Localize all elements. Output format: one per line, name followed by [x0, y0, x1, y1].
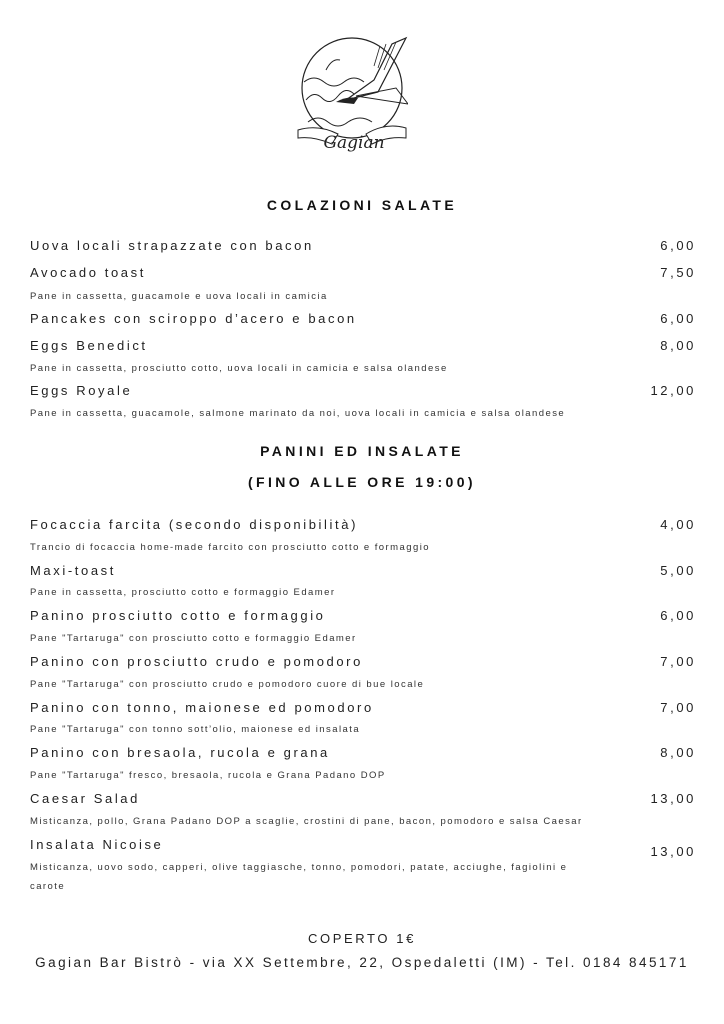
menu-item-description: Pane "Tartaruga" con prosciutto crudo e pomodoro cuore di bue locale — [30, 679, 425, 690]
footer-address: Gagian Bar Bistrò - via XX Settembre, 22, Ospedaletti (IM) - Tel. 0184 845171 — [35, 955, 689, 970]
menu-item-name: Eggs Royale — [30, 383, 133, 398]
menu-item-name: Uova locali strapazzate con bacon — [30, 238, 314, 253]
menu-item-name: Panino prosciutto cotto e formaggio — [30, 608, 326, 623]
menu-item-description: Pane "Tartaruga" con prosciutto cotto e formaggio Edamer — [30, 633, 357, 644]
menu-item-description: Pane "Tartaruga" fresco, bresaola, rucola e Grana Padano DOP — [30, 770, 386, 781]
menu-item-description: Misticanza, pollo, Grana Padano DOP a scaglie, crostini di pane, bacon, pomodoro e salsa Caesar — [30, 816, 583, 827]
menu-item-name: Eggs Benedict — [30, 338, 148, 353]
menu-item-description: Misticanza, uovo sodo, capperi, olive taggiasche, tonno, pomodori, patate, acciughe, fagiolini e — [30, 862, 568, 873]
menu-item-price: 13,00 — [650, 791, 696, 806]
section-subtitle-hours: (FINO ALLE ORE 19:00) — [247, 474, 476, 490]
svg-text:Gagian: Gagian — [323, 133, 385, 153]
section-title-panini: PANINI ED INSALATE — [260, 443, 464, 459]
menu-item-price: 8,00 — [660, 338, 696, 353]
section-title-colazioni: COLAZIONI SALATE — [266, 197, 458, 213]
menu-item-name: Maxi-toast — [30, 563, 116, 578]
menu-item-description: Pane in cassetta, guacamole e uova locali in camicia — [30, 291, 328, 302]
menu-item-price: 6,00 — [660, 608, 696, 623]
menu-item-price: 13,00 — [650, 844, 696, 859]
menu-item-price: 12,00 — [650, 383, 696, 398]
menu-item-name: Avocado toast — [30, 265, 146, 280]
menu-item-description: Pane "Tartaruga" con tonno sott’olio, maionese ed insalata — [30, 724, 361, 735]
menu-item-description: Trancio di focaccia home-made farcito con prosciutto cotto e formaggio — [30, 542, 431, 553]
menu-item-price: 6,00 — [660, 311, 696, 326]
menu-item-name: Caesar Salad — [30, 791, 140, 806]
menu-item-price: 4,00 — [660, 517, 696, 532]
menu-item-price: 7,00 — [660, 700, 696, 715]
menu-item-description: Pane in cassetta, prosciutto cotto, uova locali in camicia e salsa olandese — [30, 363, 448, 374]
menu-item-name: Panino con bresaola, rucola e grana — [30, 745, 330, 760]
menu-item-price: 7,00 — [660, 654, 696, 669]
menu-item-price: 7,50 — [660, 265, 696, 280]
menu-item-price: 6,00 — [660, 238, 696, 253]
menu-item-description: Pane in cassetta, prosciutto cotto e formaggio Edamer — [30, 587, 336, 598]
menu-item-price: 5,00 — [660, 563, 696, 578]
seagull-logo-icon — [296, 30, 408, 156]
menu-item-price: 8,00 — [660, 745, 696, 760]
menu-item-name: Pancakes con sciroppo d’acero e bacon — [30, 311, 357, 326]
menu-item-description-continued: carote — [30, 881, 66, 892]
menu-item-name: Panino con prosciutto crudo e pomodoro — [30, 654, 363, 669]
gagian-logo — [296, 30, 408, 156]
coperto-note: COPERTO 1€ — [308, 931, 416, 946]
menu-item-description: Pane in cassetta, guacamole, salmone marinato da noi, uova locali in camicia e salsa olandese — [30, 408, 566, 419]
menu-item-name: Panino con tonno, maionese ed pomodoro — [30, 700, 374, 715]
menu-item-name: Focaccia farcita (secondo disponibilità) — [30, 517, 358, 532]
menu-item-name: Insalata Nicoise — [30, 837, 164, 852]
